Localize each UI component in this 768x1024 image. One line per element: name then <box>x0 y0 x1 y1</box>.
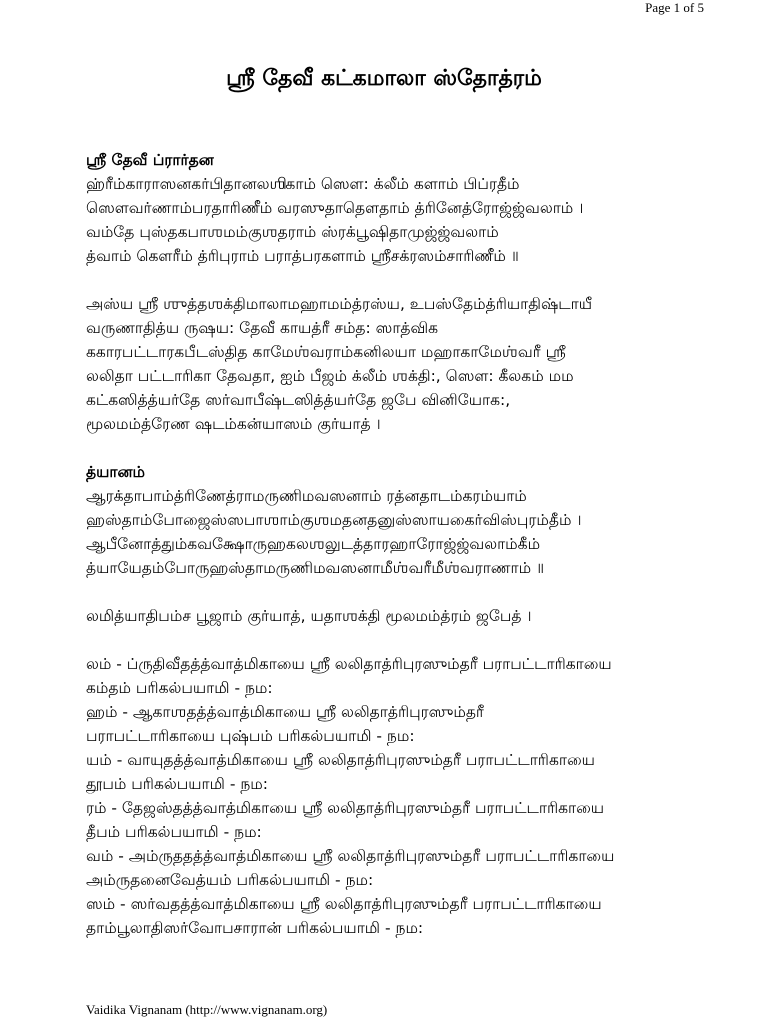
verse-line: ஹ்ரீம்காராஸனகர்பிதானலஶிகாம் ஸௌ: க்லீம் களாம் பிப்ரதீம் <box>86 175 520 193</box>
section-prarthana <box>86 148 726 268</box>
footer-source: Vaidika Vignanam (http://www.vignanam.org) <box>86 1002 328 1017</box>
document-title: ஸ்ரீ தேவீ கட்கமாலா ஸ்தோத்ரம் <box>226 66 542 91</box>
section-heading-dhyanam: த்யானம் <box>86 463 145 481</box>
text-line: தீபம் பரிகல்பயாமி - நம: <box>86 823 262 841</box>
paragraph-gap <box>86 436 726 460</box>
page-number: Page 1 of 5 <box>645 0 704 15</box>
verse-line: ஆபீனோத்தும்கவக்ஷோருஹகலஶலுடத்தாரஹாரோஜ்ஜ்வலாம்கீம் <box>86 535 541 553</box>
verse-line: வம்தே புஸ்தகபாஶமம்குஶதராம் ஸ்ரக்பூஷிதாமுஜ்ஜ்வலாம் <box>86 223 499 241</box>
verse-line: ஸௌவர்ணாம்பரதாரிணீம் வரஸுதாதௌதாம் த்ரினேத்ரோஜ்ஜ்வலாம் । <box>86 199 584 217</box>
section-viniyoga <box>86 292 726 436</box>
text-line: தூபம் பரிகல்பயாமி - நம: <box>86 775 269 793</box>
text-line: லலிதா பட்டாரிகா தேவதா, ஐம் பீஜம் க்லீம் ஶக்தி:, ஸௌ: கீலகம் மம <box>86 367 574 385</box>
text-line: யம் - வாயுதத்த்வாத்மிகாயை ஶ்ரீ லலிதாத்ரிபுரஸும்தரீ பராபட்டாரிகாயை <box>86 751 595 769</box>
text-line: ஸம் - ஸர்வதத்த்வாத்மிகாயை ஶ்ரீ லலிதாத்ரிபுரஸும்தரீ பராபட்டாரிகாயை <box>86 895 602 913</box>
text-line: ரம் - தேஜஸ்தத்த்வாத்மிகாயை ஶ்ரீ லலிதாத்ரிபுரஸும்தரீ பராபட்டாரிகாயை <box>86 799 605 817</box>
verse-line: த்வாம் கௌரீம் த்ரிபுராம் பராத்பரகளாம் ஶ்ரீசக்ரஸம்சாரிணீம் ॥ <box>86 247 519 265</box>
verse-line: ஆரக்தாபாம்த்ரிணேத்ராமருணிமவஸனாம் ரத்னதாடம்கரம்யாம் <box>86 487 527 505</box>
text-line: லம் - ப்ருதிவீதத்த்வாத்மிகாயை ஶ்ரீ லலிதாத்ரிபுரஸும்தரீ பராபட்டாரிகாயை <box>86 655 612 673</box>
verse-line: ஹஸ்தாம்போஜைஸ்ஸபாஶாம்குஶமதனதனுஸ்ஸாயகைர்விஸ்புரம்தீம் । <box>86 511 582 529</box>
text-line: வம் - அம்ருததத்த்வாத்மிகாயை ஶ்ரீ லலிதாத்ரிபுரஸும்தரீ பராபட்டாரிகாயை <box>86 847 615 865</box>
section-puja-instruction <box>86 604 726 628</box>
text-line: பராபட்டாரிகாயை புஷ்பம் பரிகல்பயாமி - நம: <box>86 727 415 745</box>
text-line: லமித்யாதிபம்ச பூஜாம் குர்யாத், யதாஶக்தி மூலமம்த்ரம் ஜபேத் । <box>86 607 532 625</box>
paragraph-gap <box>86 628 726 652</box>
text-line: கட்கஸித்த்யர்தே ஸர்வாபீஷ்டஸித்த்யர்தே ஜபே வினியோக:, <box>86 391 511 409</box>
text-line: அம்ருதனைவேத்யம் பரிகல்பயாமி - நம: <box>86 871 374 889</box>
section-dhyanam <box>86 460 726 580</box>
text-line: மூலமம்த்ரேண ஷடம்கன்யாஸம் குர்யாத் । <box>86 415 381 433</box>
text-line: தாம்பூலாதிஸர்வோபசாரான் பரிகல்பயாமி - நம: <box>86 919 424 937</box>
text-line: அஸ்ய ஶ்ரீ ஶுத்தஶக்திமாலாமஹாமம்த்ரஸ்ய, உபஸ்தேம்த்ரியாதிஷ்டாயீ <box>86 295 593 313</box>
text-line: வருணாதித்ய ருஷய: தேவீ காயத்ரீ சம்த: ஸாத்விக <box>86 319 439 337</box>
text-line: ககாரபட்டாரகபீடஸ்தித காமேஶ்வராம்கனிலயா மஹாகாமேஶ்வரீ ஶ்ரீ <box>86 343 566 361</box>
section-panchapuja <box>86 652 726 940</box>
verse-line: த்யாயேதம்போருஹஸ்தாமருணிமவஸனாமீஶ்வரீமீஶ்வராணாம் ॥ <box>86 559 545 577</box>
section-heading-prarthana: ஸ்ரீ தேவீ ப்ரார்தன <box>86 151 214 169</box>
paragraph-gap <box>86 268 726 292</box>
text-line: கம்தம் பரிகல்பயாமி - நம: <box>86 679 273 697</box>
document-body <box>86 148 726 940</box>
text-line: ஹம் - ஆகாஶதத்த்வாத்மிகாயை ஶ்ரீ லலிதாத்ரிபுரஸும்தரீ <box>86 703 484 721</box>
paragraph-gap <box>86 580 726 604</box>
